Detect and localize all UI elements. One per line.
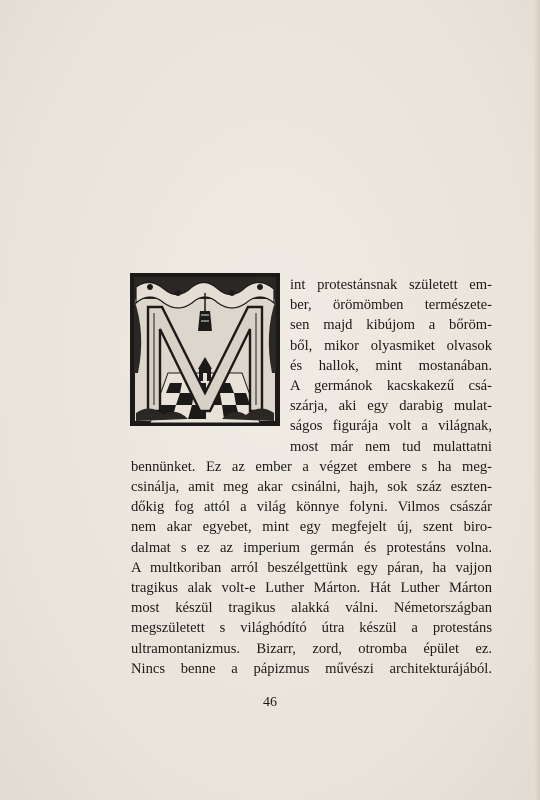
page-number: 46 [263, 694, 277, 710]
text-line: most már nem tud mulattatni [290, 438, 492, 455]
text-line: szárja, aki egy darabig mulat- [290, 398, 492, 415]
text-line: Nincs benne a pápizmus művészi architekturájából. [131, 660, 492, 677]
text-line: ber, örömömben természete- [290, 297, 492, 314]
text-line: csinálja, amit meg akar csinálni, hajh, sok száz eszten- [131, 479, 492, 495]
text-line: ultramontanizmus. Bizarr, zord, otromba épület ez. [131, 640, 492, 657]
text-line: most készül tragikus alakká válni. Németországban [131, 600, 492, 617]
text-line: A multkoriban arról beszélgettünk egy páran, ha vajjon [131, 559, 492, 576]
text-line: tragikus alak volt-e Luther Márton. Hát Luther Márton [131, 580, 492, 596]
text-line: és hallok, mint mostanában. [290, 357, 492, 374]
page-edge [534, 0, 540, 800]
text-line: dőkig fog attól a világ könnye folyni. Vilmos császár [131, 499, 492, 516]
text-line: nem akar egyebet, mint egy megfejelt új, szent biro- [131, 519, 492, 536]
text-line: dalmat s ez az imperium germán és protestáns volna. [131, 539, 492, 556]
text-line: sen majd kibújom a bőröm- [290, 317, 492, 334]
text-line: int protestánsnak született em- [290, 277, 492, 293]
text-line: ságos figurája volt a világnak, [290, 418, 492, 435]
illuminated-initial-m [130, 273, 280, 426]
text-line: A germánok kacskakezű csá- [290, 378, 492, 394]
text-line: bennünket. Ez az ember a végzet embere s ha meg- [131, 458, 492, 475]
text-line: ből, mikor olyasmiket olvasok [290, 337, 492, 354]
text-line: megszületett s világhódító útra készül a protestáns [131, 620, 492, 637]
